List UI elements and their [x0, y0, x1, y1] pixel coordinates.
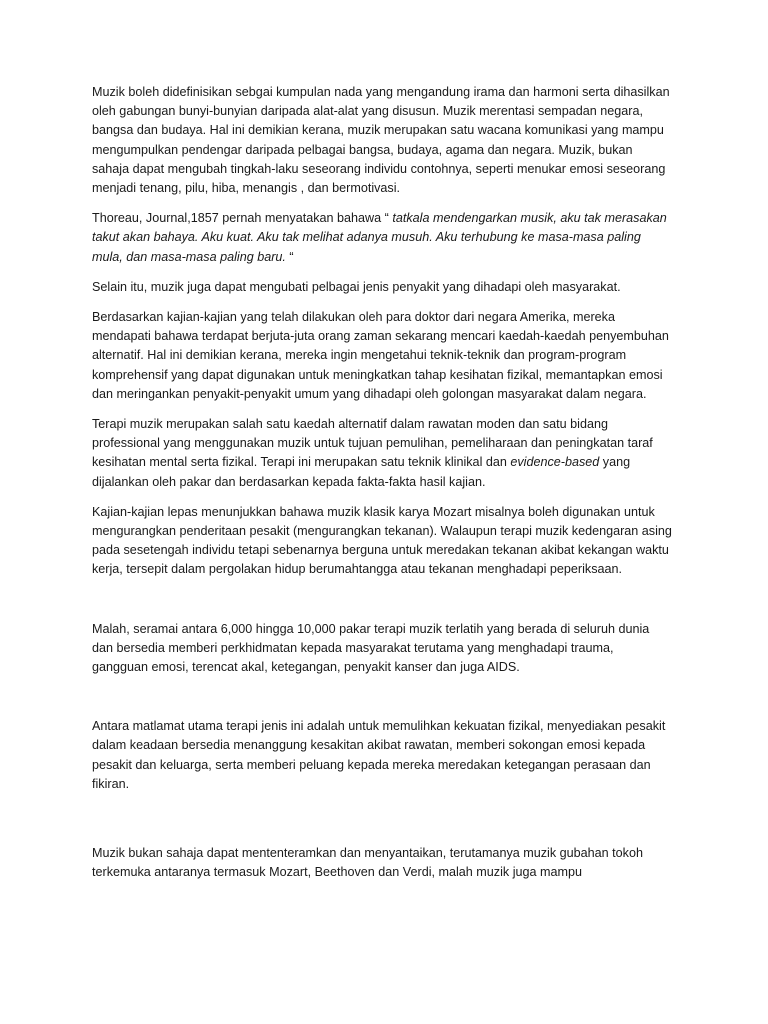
- paragraph-healing: Selain itu, muzik juga dapat mengubati pelbagai jenis penyakit yang dihadapi oleh masyarakat.: [92, 279, 621, 294]
- document-body: [92, 83, 672, 894]
- paragraph-research: Berdasarkan kajian-kajian yang telah dilakukan oleh para doktor dari negara Amerika, mereka mendapati bahawa terdapat berjuta-juta orang zaman sekarang mencari kaedah-kaedah penyembuhan alternatif. Hal ini demikian kerana, mereka ingin mengetahui teknik-teknik dan program-program komprehensif yang dapat digunakan untuk meningkatkan tahap kesihatan fizikal, memantapkan emosi dan meringankan penyakit-penyakit umum yang dihadapi oleh golongan masyarakat dalam negara.: [92, 310, 669, 401]
- quote-text: tatkala mendengarkan musik, aku tak merasakan takut akan bahaya. Aku kuat. Aku tak melihat adanya musuh. Aku terhubung ke masa-masa paling mula, dan masa-masa paling baru.: [92, 211, 667, 264]
- paragraph-mozart-study: Kajian-kajian lepas menunjukkan bahawa muzik klasik karya Mozart misalnya boleh digunakan untuk mengurangkan penderitaan pesakit (mengurangkan tekanan). Walaupun terapi muzik kedengaran asing pada sesetengah individu tetapi sebenarnya berguna untuk meredakan tekanan akibat kekangan waktu kerja, tersepit dalam pergolakan hidup berumahtangga atau tekanan menghadapi peperiksaan.: [92, 504, 672, 577]
- paragraph-music-therapy: [92, 415, 672, 492]
- therapy-text-italic: evidence-based: [510, 455, 600, 470]
- paragraph-thoreau-quote: [92, 209, 672, 267]
- paragraph-therapists-count: Malah, seramai antara 6,000 hingga 10,000 pakar terapi muzik terlatih yang berada di seluruh dunia dan bersedia memberi perkhidmatan kepada masyarakat terutama yang menghadapi trauma, gangguan emosi, terencat akal, ketegangan, penyakit kanser dan juga AIDS.: [92, 621, 650, 675]
- paragraph-therapy-goals: Antara matlamat utama terapi jenis ini adalah untuk memulihkan kekuatan fizikal, menyediakan pesakit dalam keadaan bersedia menanggung kesakitan akibat rawatan, memberi sokongan emosi kepada pesakit dan keluarga, serta memberi peluang kepada mereka meredakan ketegangan perasaan dan fikiran.: [92, 719, 666, 791]
- therapy-text-before: Terapi muzik merupakan salah satu kaedah alternatif dalam rawatan moden dan satu bidang professional yang menggunakan muzik untuk tujuan pemulihan, pemeliharaan dan peningkatan taraf kesihatan mental serta fizikal. Terapi ini merupakan satu teknik klinikal dan: [92, 417, 653, 470]
- paragraph-composers: Muzik bukan sahaja dapat mententeramkan dan menyantaikan, terutamanya muzik gubahan tokoh terkemuka antaranya termasuk Mozart, Beethoven dan Verdi, malah muzik juga mampu: [92, 846, 643, 880]
- quote-outro: “: [285, 249, 294, 264]
- therapy-text-after: yang dijalankan oleh pakar dan berdasarkan kepada fakta-fakta hasil kajian.: [92, 455, 631, 489]
- quote-intro: Thoreau, Journal,1857 pernah menyatakan bahawa “: [92, 211, 393, 226]
- paragraph-music-definition: Muzik boleh didefinisikan sebgai kumpulan nada yang mengandung irama dan harmoni serta dihasilkan oleh gabungan bunyi-bunyian daripada alat-alat yang disusun. Muzik merentasi sempadan negara, bangsa dan budaya. Hal ini demikian kerana, muzik merupakan satu wacana komunikasi yang mampu mengumpulkan pendengar daripada pelbagai bangsa, budaya, agama dan negara. Muzik, bukan sahaja dapat mengubah tingkah-laku seseorang individu contohnya, seperti menukar emosi seseorang menjadi tenang, pilu, hiba, menangis , dan bermotivasi.: [92, 85, 670, 196]
